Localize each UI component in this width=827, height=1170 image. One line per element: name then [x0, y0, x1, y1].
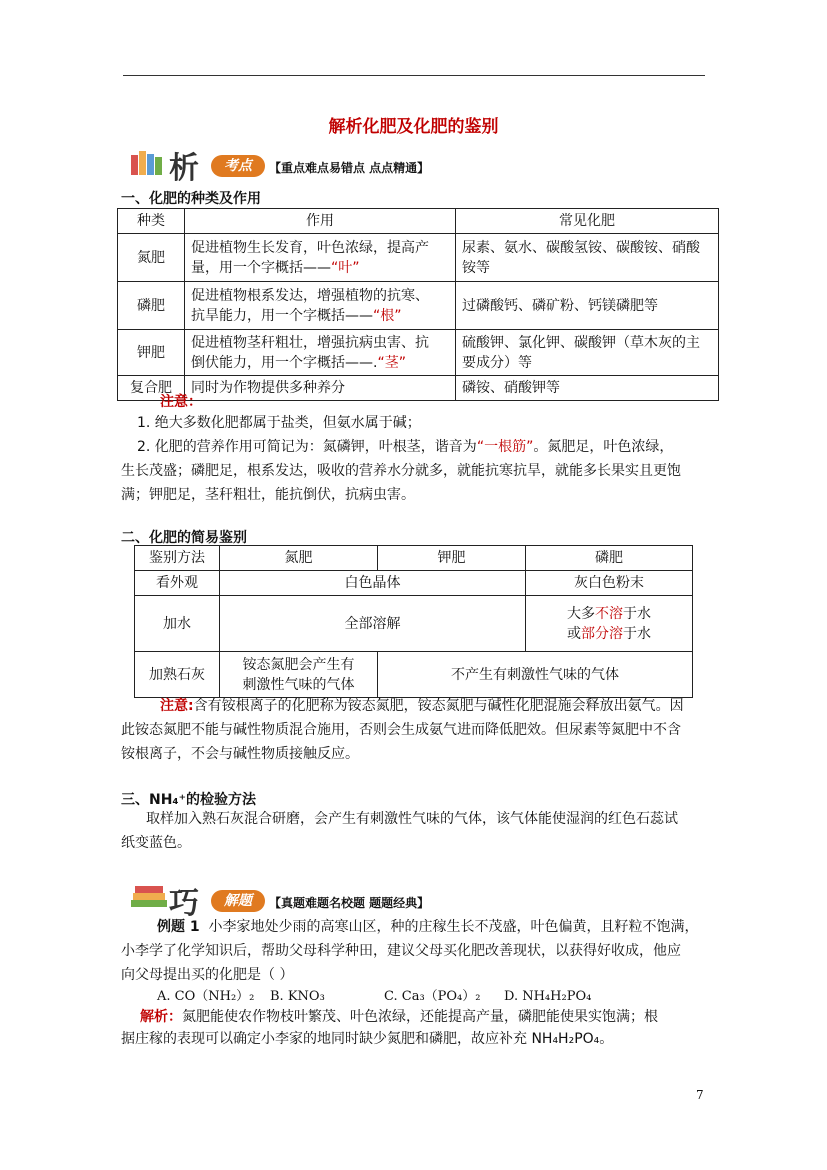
type-cell: 磷肥: [118, 282, 185, 330]
table-header-row: [118, 209, 719, 234]
method-cell: 加水: [135, 596, 220, 652]
banner-kaodian: [131, 145, 451, 186]
common-cell: 尿素、氨水、碳酸氢铵、碳酸铵、硝酸 铵等: [456, 234, 719, 282]
note-line-2: 2. 化肥的营养作用可简记为：氮磷钾，叶根茎，谐音为“一根筋”。氮肥足，叶色浓绿，: [137, 439, 674, 455]
header-cell: 鉴别方法: [135, 546, 220, 571]
section1-heading: 一、化肥的种类及作用: [121, 191, 261, 207]
fertilizer-types-table: [117, 208, 719, 401]
header-cell: 种类: [118, 209, 185, 234]
option-b: B. KNO₃: [270, 989, 325, 1004]
header-cell: 作用: [185, 209, 456, 234]
note2-line-2: 此铵态氮肥不能与碱性物质混合施用，否则会生成氨气进而降低肥效。但尿素等氮肥中不含: [121, 722, 681, 738]
value-cell: 铵态氮肥会产生有 刺激性气味的气体: [220, 652, 378, 698]
method-cell: 看外观: [135, 571, 220, 596]
table-row: [118, 330, 719, 376]
section2-heading: 二、化肥的简易鉴别: [121, 530, 247, 546]
common-cell: 过磷酸钙、磷矿粉、钙镁磷肥等: [456, 282, 719, 330]
banner-tag: 【重点难点易错点 点点精通】: [269, 161, 430, 175]
table-row: [118, 234, 719, 282]
effect-cell: 促进植物茎秆粗壮，增强抗病虫害、抗 倒伏能力，用一个字概括——.“茎”: [185, 330, 456, 376]
section3-line-1: 取样加入熟石灰混合研磨，会产生有刺激性气味的气体，该气体能使湿润的红色石蕊试: [146, 811, 678, 827]
table-row: [118, 376, 719, 401]
option-a: A. CO（NH₂）₂: [157, 989, 255, 1004]
banner-jieti: [131, 880, 451, 921]
note2-line-1: 注意:含有铵根离子的化肥称为铵态氮肥，铵态氮肥与碱性化肥混施会释放出氨气。因: [160, 698, 684, 714]
table-header-row: [135, 546, 693, 571]
header-cell: 氮肥: [220, 546, 378, 571]
header-cell: 磷肥: [526, 546, 693, 571]
page-title: 解析化肥及化肥的鉴别: [328, 117, 499, 137]
note-line-3: 生长茂盛；磷肥足，根系发达，吸收的营养水分就多，就能抗寒抗旱，就能多长果实且更饱: [121, 463, 681, 479]
header-cell: 钾肥: [378, 546, 526, 571]
example-line-3: 向父母提出买的化肥是（ ）: [121, 967, 294, 983]
method-cell: 加熟石灰: [135, 652, 220, 698]
note-line-4: 满；钾肥足，茎秆粗壮，能抗倒伏，抗病虫害。: [121, 487, 415, 503]
type-cell: 复合肥: [118, 376, 185, 401]
answer-line-2: 据庄稼的表现可以确定小李家的地同时缺少氮肥和磷肥，故应补充 NH₄H₂PO₄。: [121, 1031, 614, 1047]
note-label: 注意：: [160, 394, 202, 410]
banner-pill: 考点: [211, 155, 265, 177]
value-cell: 灰白色粉末: [526, 571, 693, 596]
option-c: C. Ca₃（PO₄）₂: [384, 989, 481, 1004]
example-line-2: 小李学了化学知识后，帮助父母科学种田，建议父母买化肥改善现状，以获得好收成，他应: [121, 943, 681, 959]
banner-big-char: 析: [169, 151, 199, 186]
common-cell: 硫酸钾、氯化钾、碳酸钾（草木灰的主 要成分）等: [456, 330, 719, 376]
banner-pill: 解题: [211, 890, 265, 912]
banner-big-char: 巧: [169, 886, 199, 921]
note-line-1: 1. 绝大多数化肥都属于盐类，但氨水属于碱；: [137, 415, 421, 431]
type-cell: 氮肥: [118, 234, 185, 282]
table-row: [118, 282, 719, 330]
example-line-1: 例题 1 小李家地处少雨的高寒山区，种的庄稼生长不茂盛，叶色偏黄，且籽粒不饱满，: [157, 919, 699, 935]
type-cell: 钾肥: [118, 330, 185, 376]
note2-line-3: 铵根离子，不会与碱性物质接触反应。: [121, 746, 359, 762]
value-cell: 全部溶解: [220, 596, 526, 652]
effect-cell: 同时为作物提供多种养分: [185, 376, 456, 401]
answer-line-1: 解析：氮肥能使农作物枝叶繁茂、叶色浓绿，还能提高产量，磷肥能使果实饱满；根: [140, 1009, 658, 1025]
table-row: [135, 596, 693, 652]
books-icon: [131, 886, 167, 910]
page-number: 7: [696, 1088, 704, 1102]
table-row: [135, 652, 693, 698]
header-cell: 常见化肥: [456, 209, 719, 234]
value-cell: 大多不溶于水 或部分溶于水: [526, 596, 693, 652]
section3-heading: 三、NH₄⁺的检验方法: [121, 792, 256, 808]
option-d: D. NH₄H₂PO₄: [504, 989, 592, 1004]
section3-line-2: 纸变蓝色。: [121, 835, 191, 851]
value-cell: 白色晶体: [220, 571, 526, 596]
value-cell: 不产生有刺激性气味的气体: [378, 652, 693, 698]
identification-table: [134, 545, 693, 698]
effect-cell: 促进植物根系发达，增强植物的抗寒、 抗旱能力，用一个字概括——“根”: [185, 282, 456, 330]
books-icon: [131, 151, 167, 175]
banner-tag: 【真题难题名校题 题题经典】: [269, 896, 430, 910]
effect-cell: 促进植物生长发育，叶色浓绿，提高产 量，用一个字概括——“叶”: [185, 234, 456, 282]
header-rule: [123, 75, 705, 76]
table-row: [135, 571, 693, 596]
common-cell: 磷铵、硝酸钾等: [456, 376, 719, 401]
